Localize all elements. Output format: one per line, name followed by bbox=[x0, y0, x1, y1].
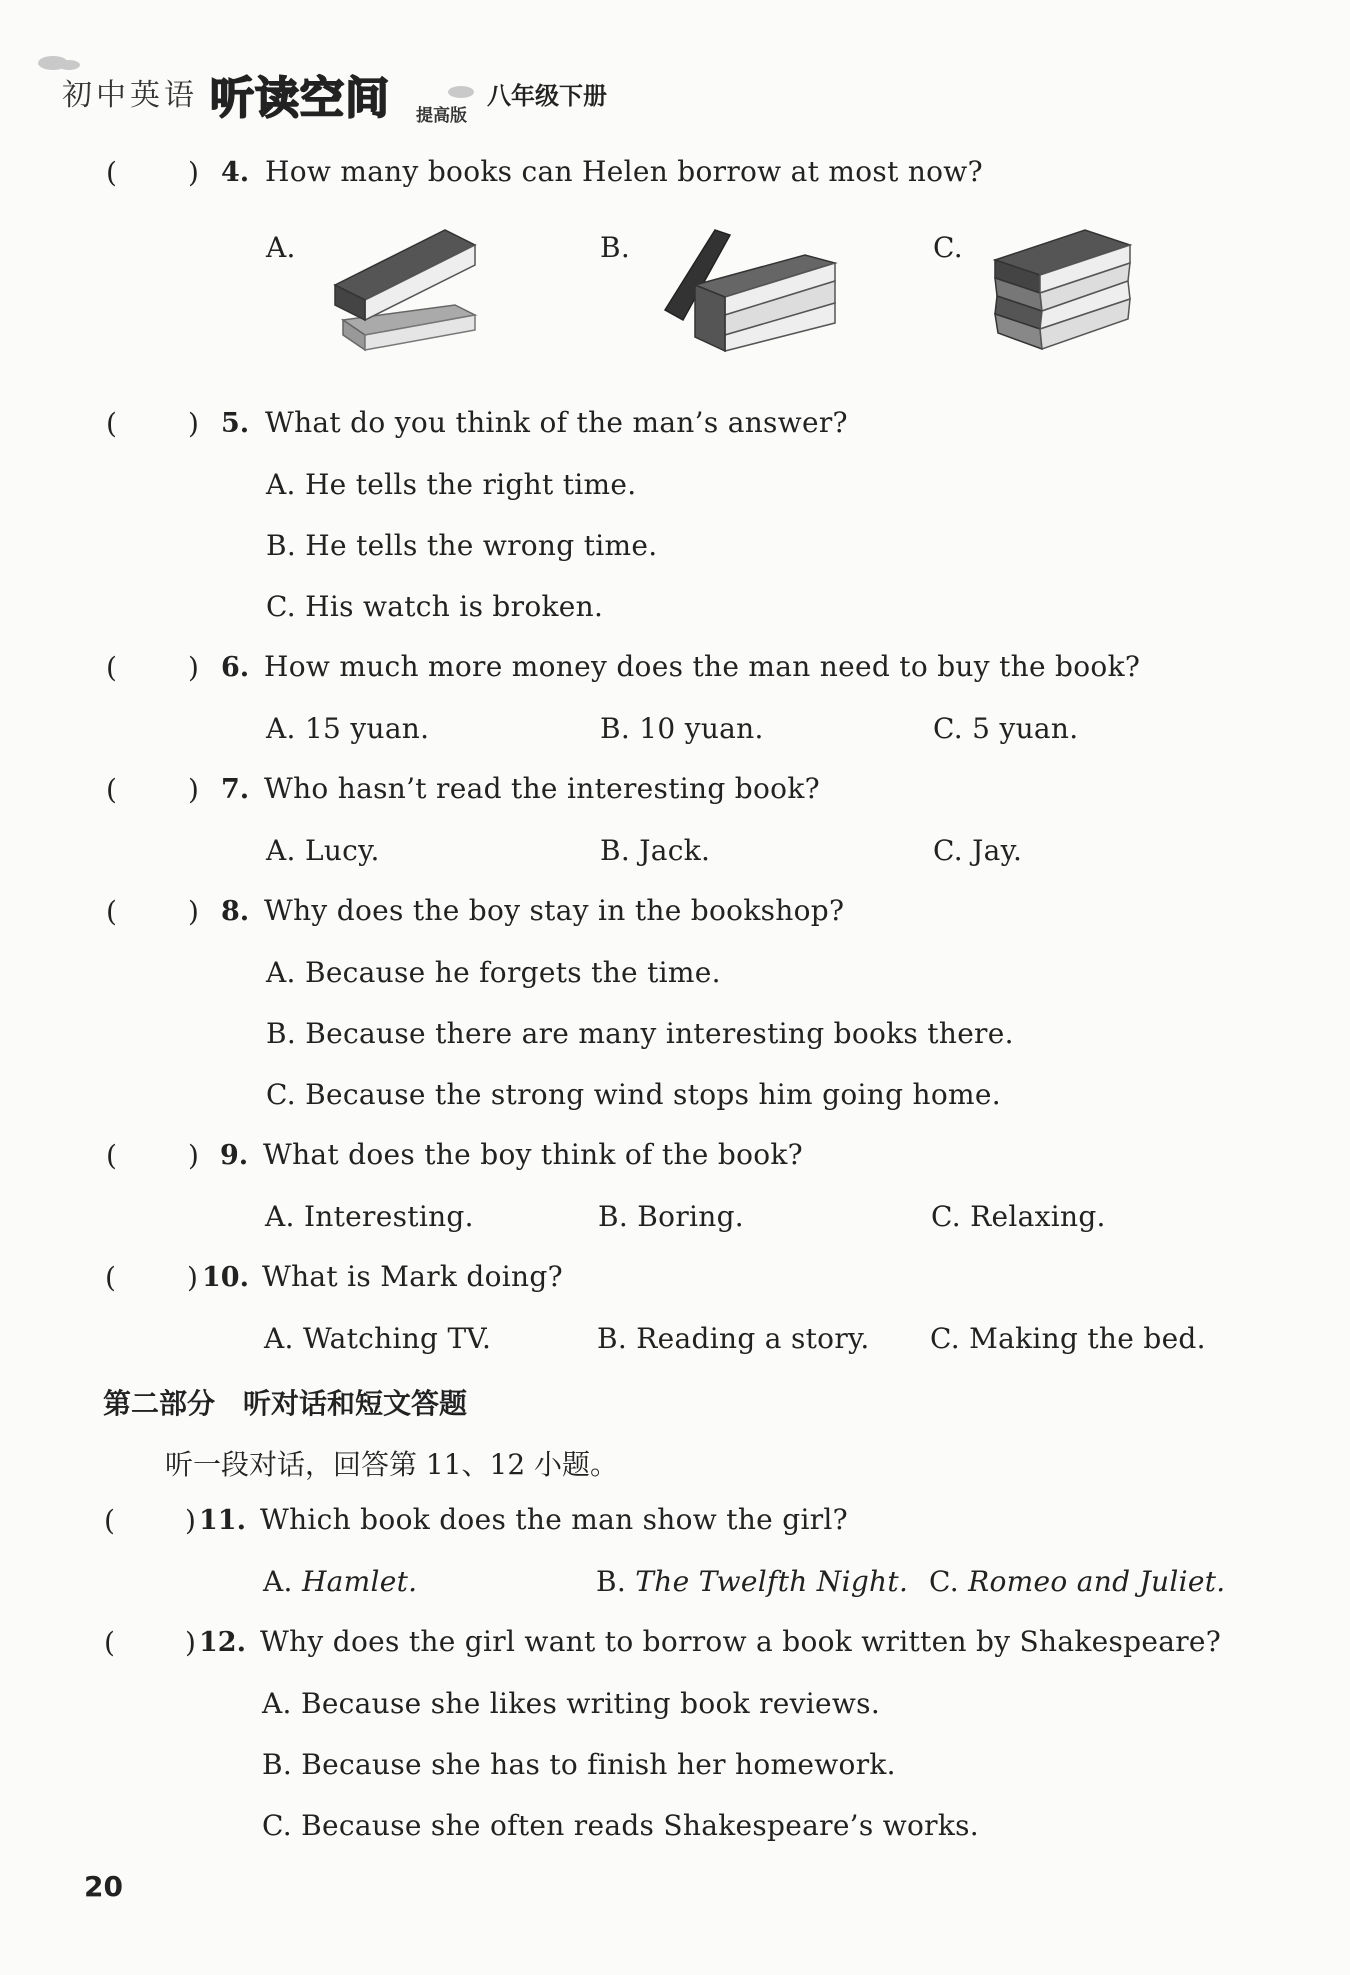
question-number: 4. bbox=[221, 157, 250, 188]
question-number: 8. bbox=[221, 896, 250, 927]
option-b: B. Jack. bbox=[600, 834, 711, 867]
option-a: A. 15 yuan. bbox=[266, 712, 430, 745]
answer-bracket-open[interactable]: ( bbox=[106, 895, 117, 928]
option-a: A. Hamlet. bbox=[263, 1565, 418, 1598]
question-number: 6. bbox=[221, 652, 250, 683]
option-c: C. Because the strong wind stops him going home. bbox=[266, 1078, 1001, 1111]
question-number: 10. bbox=[202, 1262, 249, 1293]
answer-bracket-close: ) bbox=[188, 156, 199, 189]
option-label-a: A. bbox=[266, 231, 296, 264]
question-text: How many books can Helen borrow at most now? bbox=[265, 155, 983, 188]
question-text: How much more money does the man need to buy the book? bbox=[264, 650, 1141, 683]
three-books-stack-icon bbox=[655, 225, 845, 355]
question-text: Which book does the man show the girl? bbox=[260, 1503, 848, 1536]
option-c: C. 5 yuan. bbox=[933, 712, 1079, 745]
answer-bracket-open[interactable]: ( bbox=[105, 1261, 116, 1294]
option-b: B. 10 yuan. bbox=[600, 712, 764, 745]
question-number: 5. bbox=[221, 408, 250, 439]
option-c: C. His watch is broken. bbox=[266, 590, 604, 623]
question-number: 7. bbox=[221, 774, 250, 805]
option-a: A. Interesting. bbox=[265, 1200, 474, 1233]
option-a: A. Because he forgets the time. bbox=[266, 956, 721, 989]
option-label-b: B. bbox=[600, 231, 631, 264]
answer-bracket-close: ) bbox=[188, 407, 199, 440]
header-cloud-decoration bbox=[448, 86, 474, 98]
answer-bracket-open[interactable]: ( bbox=[106, 651, 117, 684]
option-c: C. Relaxing. bbox=[931, 1200, 1106, 1233]
four-books-stack-icon bbox=[990, 225, 1140, 360]
option-a: A. Lucy. bbox=[266, 834, 380, 867]
header-edition-label: 提高版 bbox=[416, 106, 467, 126]
option-a: A. Because she likes writing book reviews. bbox=[262, 1687, 881, 1720]
answer-bracket-close: ) bbox=[187, 1261, 198, 1294]
option-b: B. Reading a story. bbox=[597, 1322, 870, 1355]
option-a: A. Watching TV. bbox=[264, 1322, 492, 1355]
option-b: B. Because she has to finish her homework. bbox=[262, 1748, 896, 1781]
header-brand-logo: 听读空间 bbox=[210, 73, 390, 124]
question-number: 11. bbox=[199, 1505, 246, 1536]
answer-bracket-close: ) bbox=[188, 1139, 199, 1172]
question-text: Why does the boy stay in the bookshop? bbox=[264, 894, 845, 927]
header-grade-label: 八年级下册 bbox=[487, 82, 607, 110]
answer-bracket-open[interactable]: ( bbox=[104, 1626, 115, 1659]
option-a: A. He tells the right time. bbox=[266, 468, 637, 501]
two-books-stack-icon bbox=[325, 225, 485, 355]
answer-bracket-open[interactable]: ( bbox=[106, 773, 117, 806]
option-c: C. Romeo and Juliet. bbox=[929, 1565, 1226, 1598]
header-cloud-decoration bbox=[58, 60, 80, 70]
option-c: C. Because she often reads Shakespeare’s works. bbox=[262, 1809, 979, 1842]
question-text: Why does the girl want to borrow a book written by Shakespeare? bbox=[260, 1625, 1222, 1658]
section-2-instruction: 听一段对话，回答第 11、12 小题。 bbox=[165, 1448, 619, 1481]
question-text: Who hasn’t read the interesting book? bbox=[264, 772, 820, 805]
answer-bracket-open[interactable]: ( bbox=[106, 156, 117, 189]
answer-bracket-close: ) bbox=[185, 1504, 196, 1537]
option-b: B. Boring. bbox=[598, 1200, 745, 1233]
question-text: What is Mark doing? bbox=[262, 1260, 563, 1293]
option-label-c: C. bbox=[933, 231, 963, 264]
answer-bracket-open[interactable]: ( bbox=[106, 407, 117, 440]
page-number: 20 bbox=[84, 1870, 123, 1903]
option-c: C. Jay. bbox=[933, 834, 1023, 867]
answer-bracket-close: ) bbox=[185, 1626, 196, 1659]
option-c: C. Making the bed. bbox=[930, 1322, 1206, 1355]
option-b: B. The Twelfth Night. bbox=[596, 1565, 909, 1598]
answer-bracket-open[interactable]: ( bbox=[104, 1504, 115, 1537]
section-2-title: 第二部分 听对话和短文答题 bbox=[103, 1387, 468, 1420]
answer-bracket-close: ) bbox=[188, 773, 199, 806]
question-text: What do you think of the man’s answer? bbox=[265, 406, 848, 439]
option-b: B. Because there are many interesting books there. bbox=[266, 1017, 1014, 1050]
question-text: What does the boy think of the book? bbox=[263, 1138, 803, 1171]
answer-bracket-close: ) bbox=[188, 651, 199, 684]
answer-bracket-open[interactable]: ( bbox=[106, 1139, 117, 1172]
question-number: 12. bbox=[199, 1627, 246, 1658]
question-number: 9. bbox=[220, 1140, 249, 1171]
answer-bracket-close: ) bbox=[188, 895, 199, 928]
option-b: B. He tells the wrong time. bbox=[266, 529, 658, 562]
header-series-title: 初中英语 bbox=[62, 78, 198, 113]
